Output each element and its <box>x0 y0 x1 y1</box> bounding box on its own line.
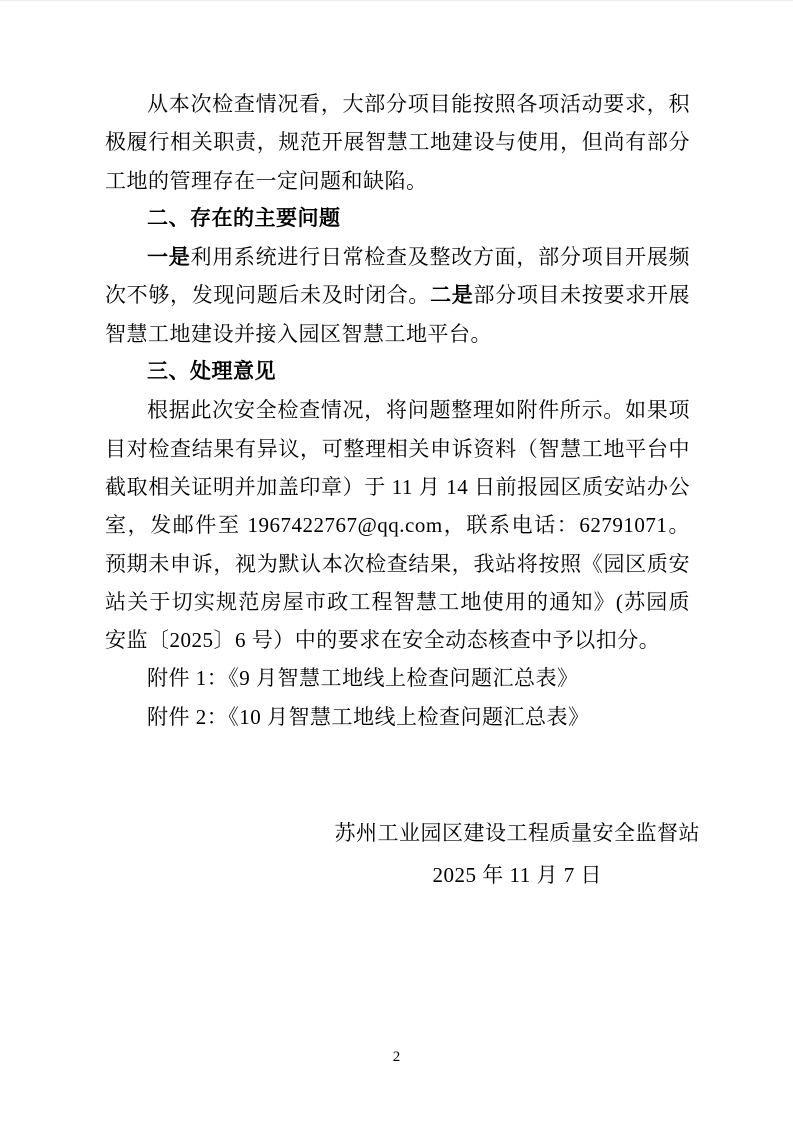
paragraph-inspection-overview: 从本次检查情况看，大部分项目能按照各项活动要求，积极履行相关职责，规范开展智慧工地建设与使用，但尚有部分工地的管理存在一定问题和缺陷。 <box>105 92 690 193</box>
section-heading-main-problems: 二、存在的主要问题 <box>147 206 341 230</box>
text-second-point: 部分项目未按要求开展智慧工地建设并接入园区智慧工地平台。 <box>105 283 691 346</box>
signature-date: 2025 年 11 月 7 日 <box>432 863 602 888</box>
emphasis-first-point: 一是 <box>147 245 191 270</box>
signature-block <box>105 812 700 896</box>
page-number: 2 <box>392 1049 401 1065</box>
attachment-item-2: 附件 2：《10 月智慧工地线上检查问题汇总表》 <box>147 704 590 729</box>
attachment-item-1: 附件 1：《9 月智慧工地线上检查问题汇总表》 <box>147 666 579 691</box>
section-heading-handling-opinion: 三、处理意见 <box>147 360 276 384</box>
paragraph-handling-opinion: 根据此次安全检查情况，将问题整理如附件所示。如果项目对检查结果有异议，可整理相关申诉资料（智慧工地平台中截取相关证明并加盖印章）于 11 月 14 日前报园区质安站办公室，发邮件至 1967422767@qq.com，联系电话：62791071。预期未申诉，视为默认本次检查结果，我站将按照《园区质安站关于切实规范房屋市政工程智慧工地使用的通知》(苏园质安监〔2025〕6 号）中的要求在安全动态核查中予以扣分。 <box>105 398 690 653</box>
emphasis-second-point: 二是 <box>430 283 474 308</box>
text-first-point: 利用系统进行日常检查及整改方面，部分项目开展频次不够，发现问题后未及时闭合。 <box>105 245 691 308</box>
document-body <box>105 85 700 896</box>
paragraph-main-problems <box>105 238 690 353</box>
signature-organization: 苏州工业园区建设工程质量安全监督站 <box>334 821 700 846</box>
